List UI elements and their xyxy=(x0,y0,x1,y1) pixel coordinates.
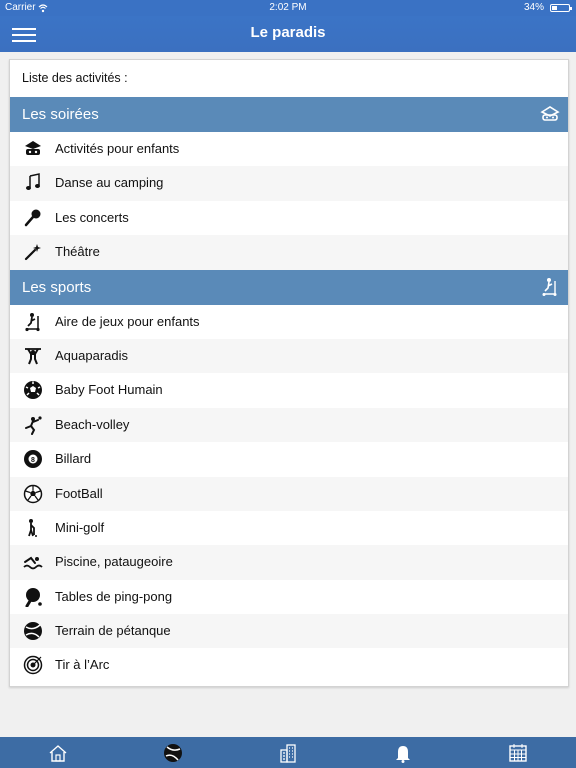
list-item-aire-jeux[interactable] xyxy=(10,305,568,339)
petanque-ball-icon xyxy=(23,621,43,641)
scooter-icon xyxy=(23,312,43,332)
section-title: Les sports xyxy=(22,278,92,296)
list-item-baby-foot[interactable] xyxy=(10,373,568,407)
microphone-icon xyxy=(23,208,43,228)
list-item-ping-pong[interactable] xyxy=(10,580,568,614)
tab-bar xyxy=(0,737,576,768)
tab-notifications[interactable] xyxy=(345,737,460,768)
calendar-icon xyxy=(508,743,528,763)
section-header-sports xyxy=(10,270,568,305)
list-item-label: Tir à l’Arc xyxy=(55,657,110,673)
scooter-icon xyxy=(540,277,560,297)
tab-activities[interactable] xyxy=(115,737,230,768)
list-item-mini-golf[interactable] xyxy=(10,511,568,545)
activities-intro: Liste des activités : xyxy=(22,71,128,85)
children-mask-icon xyxy=(23,139,43,159)
section-title: Les soirées xyxy=(22,106,99,123)
list-item-label: Théâtre xyxy=(55,244,100,260)
svg-text:8: 8 xyxy=(31,457,35,465)
swimmer-icon xyxy=(23,552,43,572)
bell-icon xyxy=(393,743,413,763)
tab-buildings[interactable] xyxy=(230,737,345,768)
music-notes-icon xyxy=(23,173,43,193)
list-item-label: Les concerts xyxy=(55,209,129,225)
list-item-label: Baby Foot Humain xyxy=(55,382,163,398)
list-item-petanque[interactable] xyxy=(10,614,568,648)
beach-ball-icon xyxy=(163,743,183,763)
list-item-football[interactable] xyxy=(10,477,568,511)
list-item-label: Danse au camping xyxy=(55,175,164,191)
home-icon xyxy=(48,743,68,763)
page-title: Le paradis xyxy=(250,24,326,41)
status-time: 2:02 PM xyxy=(269,2,307,13)
list-item-aquaparadis[interactable] xyxy=(10,339,568,373)
archery-target-icon xyxy=(23,655,43,675)
activities-card xyxy=(9,59,569,687)
volleyball-player-icon xyxy=(23,415,43,435)
ping-pong-icon xyxy=(23,587,43,607)
list-item-label: Activités pour enfants xyxy=(55,141,180,156)
mask-icon xyxy=(540,104,560,124)
list-item-label: Mini-golf xyxy=(55,519,105,535)
list-item-label: Aire de jeux pour enfants xyxy=(55,313,200,329)
buildings-icon xyxy=(278,743,298,763)
list-item-label: Tables de ping-pong xyxy=(55,588,173,604)
list-item-beach-volley[interactable] xyxy=(10,408,568,442)
billiard-ball-icon xyxy=(23,449,43,469)
list-item-label: FootBall xyxy=(55,485,103,501)
carrier-label: Carrier xyxy=(5,2,36,13)
list-item-label: Terrain de pétanque xyxy=(55,623,171,639)
status-bar xyxy=(0,0,576,16)
list-item-activites-enfants[interactable] xyxy=(10,132,568,166)
golfer-icon xyxy=(23,518,43,538)
navigation-bar xyxy=(0,16,576,52)
list-item-billard[interactable] xyxy=(10,442,568,476)
soccer-ball-icon xyxy=(23,380,43,400)
list-item-danse-camping[interactable] xyxy=(10,166,568,200)
section-header-soirees xyxy=(10,97,568,132)
list-item-label: Piscine, pataugeoire xyxy=(55,554,173,570)
battery-percent: 34% xyxy=(523,2,544,13)
list-item-label: Billard xyxy=(55,451,92,467)
list-item-theatre[interactable] xyxy=(10,235,568,269)
list-item-concerts[interactable] xyxy=(10,201,568,235)
magic-wand-icon xyxy=(23,242,43,262)
list-item-piscine[interactable] xyxy=(10,545,568,579)
section-list-sports xyxy=(10,305,568,683)
weightlifter-icon xyxy=(23,346,43,366)
tab-home[interactable] xyxy=(0,737,115,768)
section-list-soirees xyxy=(10,132,568,270)
football-icon xyxy=(23,484,43,504)
list-item-tir-arc[interactable] xyxy=(10,648,568,682)
list-item-label: Beach-volley xyxy=(55,416,130,432)
list-item-label: Aquaparadis xyxy=(55,347,128,363)
battery-icon xyxy=(550,4,570,12)
tab-calendar[interactable] xyxy=(460,737,575,768)
